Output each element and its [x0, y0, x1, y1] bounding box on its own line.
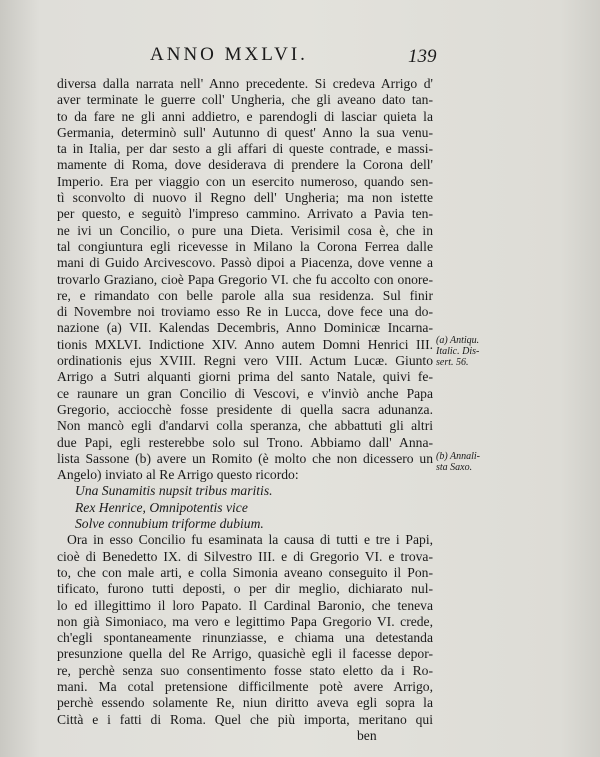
- text-line: tificato, furono tutti deposti, o per dir meglio, dichiarato nul-: [57, 581, 433, 597]
- text-line: re, e rimandato con belle parole alla sua residenza. Sul finir: [57, 287, 433, 303]
- text-line: Città e i fatti di Roma. Quel che più importa, meritano qui: [57, 711, 433, 727]
- text-line: tal congiuntura egli ricevesse in Milano la Corona Ferrea dalle: [57, 238, 433, 254]
- text-line: mamente di Roma, dove desiderava di prendere la Corona dell': [57, 157, 433, 173]
- text-line: Ora in esso Concilio fu esaminata la causa di tutti e tre i Papi,: [67, 532, 433, 548]
- catchword: ben: [357, 727, 377, 743]
- text-line: Arrigo a Sutri alquanti giorni prima del santo Natale, quivi fe-: [57, 369, 433, 385]
- verse-line: Solve connubium triforme dubium.: [75, 516, 264, 532]
- text-line: di Novembre noi troviamo esso Re in Lucca, dove fece una do-: [57, 304, 433, 320]
- text-line: re, perchè senza suo consentimento fosse stato eletto da i Ro-: [57, 662, 433, 678]
- text-line: tì sconvolto di nuovo il Regno dell' Ungheria; ma non istette: [57, 190, 433, 206]
- page-number: 139: [408, 46, 437, 67]
- text-line: ch'egli spontaneamente rinunziasse, e chiama una detestanda: [57, 630, 433, 646]
- text-line: aver terminate le guerre coll' Ungheria, che gli aveano dato tan-: [57, 92, 433, 108]
- text-line: Non mancò egli d'andarvi colla speranza, che abbattuti gli altri: [57, 418, 433, 434]
- text-line: tionis MXLVI. Indictione XIV. Anno autem Domni Henrici III.: [57, 336, 433, 352]
- text-line: due Papi, egli resterebbe solo sul Trono. Abbiamo dall' Anna-: [57, 434, 433, 450]
- text-line: perchè essendo solamente Re, niun diritto aveva egli sopra la: [57, 695, 433, 711]
- text-line: mani di Guido Arcivescovo. Passò dipoi a Piacenza, dove venne a: [57, 255, 433, 271]
- text-line: per questo, e seguitò l'impreso cammino. Arrivato a Pavia ten-: [57, 206, 433, 222]
- text-line: Gregorio, acciocchè fosse presidente di quella sacra adunanza.: [57, 401, 433, 417]
- verse-line: Rex Henrice, Omnipotentis vice: [75, 499, 248, 515]
- text-line: ordinationis ejus XVIII. Regni vero VIII. Actum Lucæ. Giunto: [57, 353, 433, 369]
- text-line: trovarlo Graziano, cioè Papa Gregorio VI. che fu accolto con onore-: [57, 271, 433, 287]
- margin-note-b: [436, 451, 480, 473]
- margin-note-line: sert. 56.: [436, 357, 469, 368]
- text-line: Germania, determinò sull' Autunno di quest' Anno la sua venu-: [57, 124, 433, 140]
- text-line: nazione (a) VII. Kalendas Decembris, Anno Dominicæ Incarna-: [57, 320, 433, 336]
- margin-note-a: [436, 335, 479, 368]
- text-line: to, che con male arti, e colla Simonia aveano conseguito il Pon-: [57, 564, 433, 580]
- main-text: [57, 76, 433, 744]
- margin-note-line: (b) Annali-: [436, 451, 480, 462]
- margin-note-line: (a) Antiqu.: [436, 335, 480, 346]
- text-line: mani. Ma cotal pretensione difficilmente potè avere Arrigo,: [57, 678, 433, 694]
- text-line: Imperio. Era per viaggio con un esercito numeroso, quando sen-: [57, 173, 433, 189]
- text-line: lo ed illegittimo il loro Papato. Il Cardinal Baronio, che teneva: [57, 597, 433, 613]
- text-line: ne ivi un Concilio, o pure una Dieta. Verisimil cosa è, che in: [57, 222, 433, 238]
- margin-note-line: sta Saxo.: [436, 462, 473, 473]
- text-line: non già Simoniaco, ma vero e legittimo Papa Gregorio VI. crede,: [57, 613, 433, 629]
- text-line: diversa dalla narrata nell' Anno precedente. Si credeva Arrigo d': [57, 76, 433, 91]
- text-line: lista Sassone (b) avere un Romito (è molto che non dicessero un: [57, 450, 433, 466]
- running-head: ANNO MXLVI.: [150, 44, 308, 65]
- margin-note-line: Italic. Dis-: [436, 346, 480, 357]
- page-header: [0, 44, 600, 68]
- text-line: to da fare ne gli anni addietro, e parendogli di lasciar quieta la: [57, 108, 433, 124]
- text-line: ta in Italia, per dar sesto a gli affari di queste contrade, e massi-: [57, 141, 433, 157]
- text-line: cioè di Benedetto IX. di Silvestro III. e di Gregorio VI. e trova-: [57, 548, 433, 564]
- text-line: Angelo) inviato al Re Arrigo questo ricordo:: [57, 467, 299, 483]
- text-line: presunzione quella del Re Arrigo, quasichè egli il facesse depor-: [57, 646, 433, 662]
- text-line: ce raunare un gran Concilio di Vescovi, e v'inviò anche Papa: [57, 385, 433, 401]
- verse-line: Una Sunamitis nupsit tribus maritis.: [75, 483, 273, 499]
